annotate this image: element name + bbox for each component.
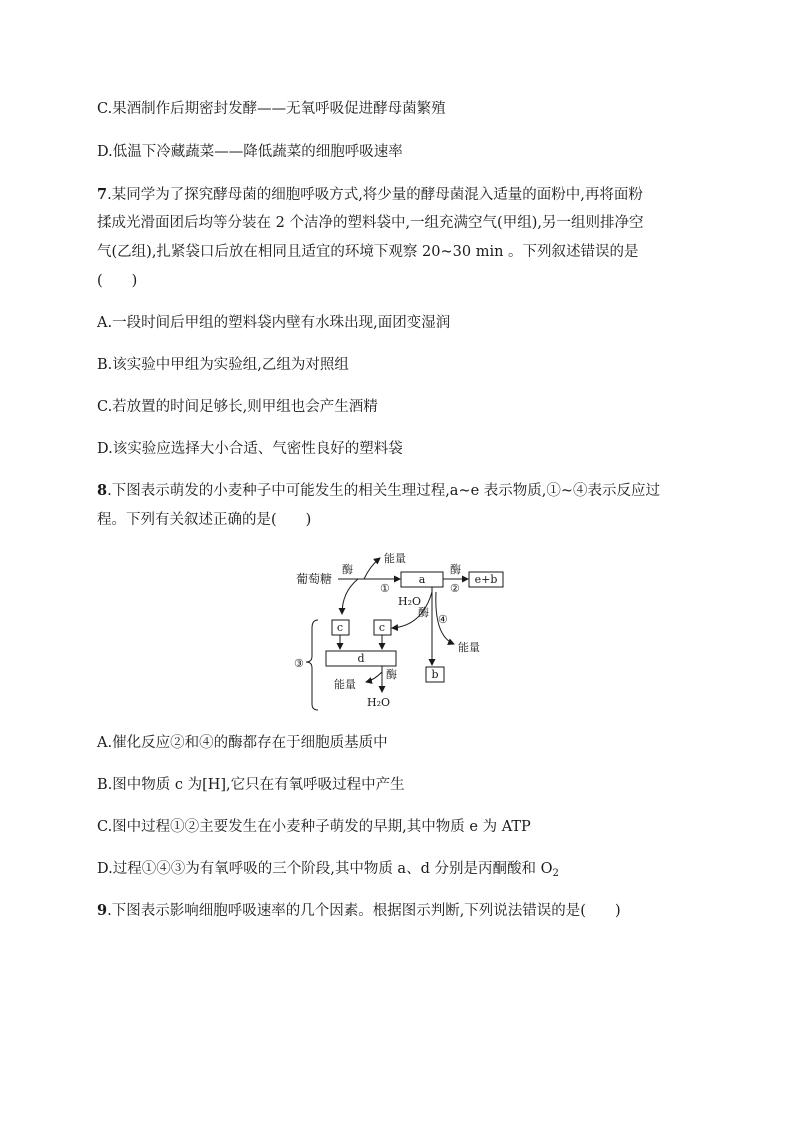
- q7-number: 7: [97, 186, 108, 203]
- box-a-label: a: [418, 573, 426, 586]
- q7-option-d: D.该实验应选择大小合适、气密性良好的塑料袋: [97, 441, 403, 457]
- q8-option-d: [97, 859, 559, 884]
- q7-option-b: B.该实验中甲组为实验组,乙组为对照组: [97, 357, 349, 373]
- respiration-pathway-diagram: [294, 548, 534, 714]
- step-2-label: ②: [450, 582, 460, 595]
- q8-option-b: B.图中物质 c 为[H],它只在有氧呼吸过程中产生: [97, 777, 405, 793]
- glucose-label: 葡萄糖: [296, 572, 333, 586]
- q7-stem-line-1: [97, 185, 643, 205]
- q8-option-a: A.催化反应②和④的酶都存在于细胞质基质中: [97, 735, 388, 751]
- q7-option-c: C.若放置的时间足够长,则甲组也会产生酒精: [97, 399, 378, 415]
- energy-arrow-1: [364, 558, 380, 579]
- q8-option-c: C.图中过程①②主要发生在小麦种子萌发的早期,其中物质 e 为 ATP: [97, 819, 531, 835]
- q8-stem-line-2: 程。下列有关叙述正确的是( ): [97, 512, 312, 528]
- box-b-label: b: [431, 668, 439, 681]
- energy-label-3: 能量: [334, 678, 356, 691]
- enzyme-label-1: 酶: [342, 563, 353, 576]
- box-c-left-label: c: [336, 621, 344, 634]
- box-eb-label: e+b: [474, 573, 498, 586]
- q7-stem-line-2: 揉成光滑面团后均等分装在 2 个洁净的塑料袋中,一组充满空气(甲组),另一组则排净空: [97, 215, 644, 231]
- enzyme-label-4: 酶: [418, 606, 429, 619]
- q6-option-c: C.果酒制作后期密封发酵——无氧呼吸促进酵母菌繁殖: [97, 101, 446, 117]
- q8-number: 8: [97, 482, 108, 499]
- branch-to-c-left: [342, 579, 358, 614]
- q7-stem-text-1: .某同学为了探究酵母菌的细胞呼吸方式,将少量的酵母菌混入适量的面粉中,再将面粉: [107, 187, 643, 203]
- q8-option-d-text: D.过程①④③为有氧呼吸的三个阶段,其中物质 a、d 分别是丙酮酸和 O: [97, 861, 553, 877]
- q9-stem-text-1: .下图表示影响细胞呼吸速率的几个因素。根据图示判断,下列说法错误的是( ): [107, 903, 621, 919]
- step-3-label: ③: [294, 657, 304, 670]
- q9-stem-line-1: [97, 901, 621, 921]
- q8-stem-line-1: [97, 481, 660, 501]
- q6-option-d: D.低温下冷藏蔬菜——降低蔬菜的细胞呼吸速率: [97, 144, 403, 160]
- step-3-brace: [306, 620, 318, 710]
- energy-label-4: 能量: [458, 641, 480, 654]
- enzyme-label-3: 酶: [386, 668, 397, 681]
- q7-option-a: A.一段时间后甲组的塑料袋内壁有水珠出现,面团变湿润: [97, 315, 451, 331]
- box-c-right-label: c: [378, 621, 386, 634]
- box-d-label: d: [357, 652, 365, 665]
- pathway-svg: [294, 548, 534, 714]
- h2o-output-label: H₂O: [367, 696, 391, 709]
- step-1-label: ①: [380, 582, 390, 595]
- h2o-input-label: H₂O: [398, 595, 422, 608]
- q8-stem-text-1: .下图表示萌发的小麦种子中可能发生的相关生理过程,a~e 表示物质,①~④表示反应过: [107, 483, 661, 499]
- q7-stem-line-3: 气(乙组),扎紧袋口后放在相同且适宜的环境下观察 20~30 min 。下列叙述错误的是: [97, 244, 639, 260]
- q9-number: 9: [97, 902, 108, 919]
- q7-answer-bracket: ( ): [97, 273, 138, 289]
- energy-arrow-3: [366, 672, 382, 682]
- enzyme-label-2: 酶: [450, 563, 461, 576]
- energy-label-1: 能量: [384, 552, 406, 565]
- step-4-label: ④: [438, 613, 448, 626]
- q8-option-d-subscript: 2: [552, 868, 559, 879]
